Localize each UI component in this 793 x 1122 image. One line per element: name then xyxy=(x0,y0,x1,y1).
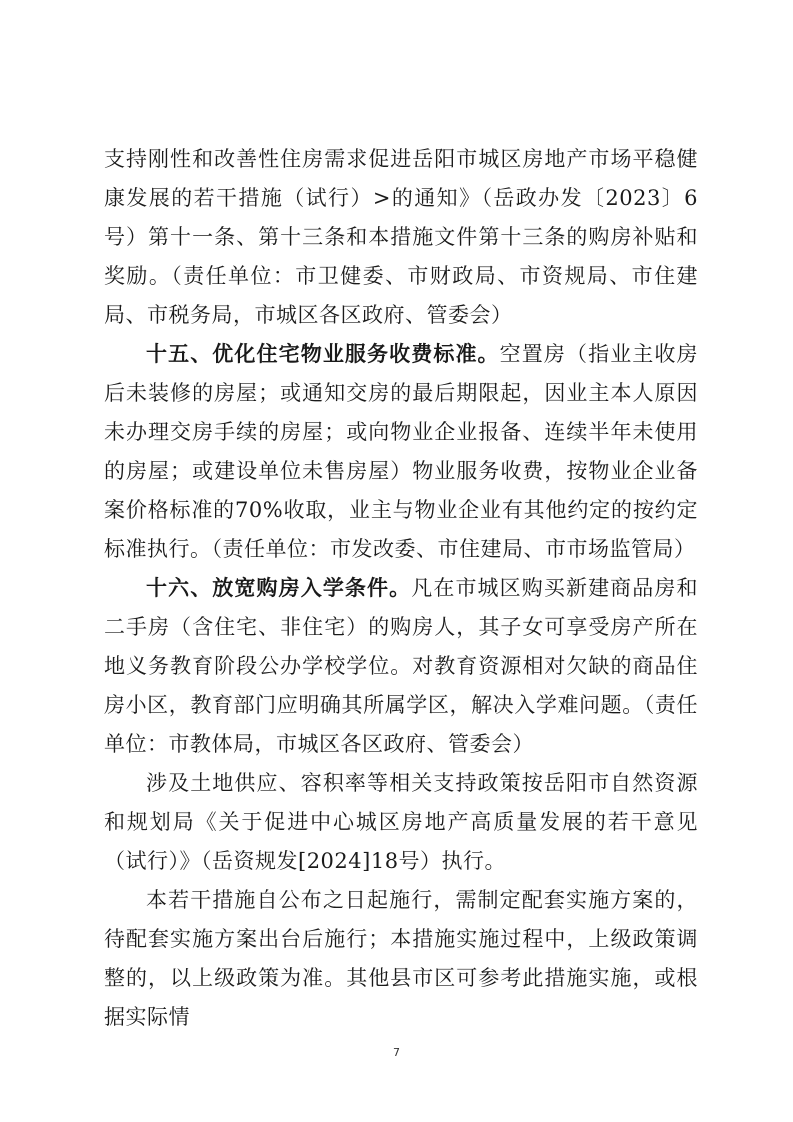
paragraph-land-supply xyxy=(104,764,698,881)
document-body xyxy=(104,140,698,1037)
paragraph-school-enrollment xyxy=(104,569,698,764)
paragraph-effective-date xyxy=(104,881,698,1037)
paragraph-continuation xyxy=(104,140,698,335)
paragraph-text: 空置房（指业主收房后未装修的房屋；或通知交房的最后期限起，因业主本人原因未办理交房手续的房屋；或向物业企业报备、连续半年未使用的房屋；或建设单位未售房屋）物业服务收费，按物业企业备案价格标准的70%收取，业主与物业企业有其他约定的按约定标准执行。（责任单位：市发改委、市住建局、市市场监管局） xyxy=(104,342,699,561)
paragraph-text: 涉及土地供应、容积率等相关支持政策按岳阳市自然资源和规划局《关于促进中心城区房地产高质量发展的若干意见（试行）》（岳资规发[2024]18号）执行。 xyxy=(104,771,698,873)
paragraph-text: 本若干措施自公布之日起施行，需制定配套实施方案的，待配套实施方案出台后施行；本措施实施过程中，上级政策调整的，以上级政策为准。其他县市区可参考此措施实施，或根据实际情 xyxy=(104,888,698,1029)
paragraph-property-fee xyxy=(104,335,698,569)
section-heading-15: 十五、优化住宅物业服务收费标准。 xyxy=(146,342,500,366)
paragraph-text: 支持刚性和改善性住房需求促进岳阳市城区房地产市场平稳健康发展的若干措施（试行）>的通知》（岳政办发〔2023〕6号）第十一条、第十三条和本措施文件第十三条的购房补贴和奖励。（责任单位：市卫健委、市财政局、市资规局、市住建局、市税务局，市城区各区政府、管委会） xyxy=(104,147,698,327)
paragraph-text: 凡在市城区购买新建商品房和二手房（含住宅、非住宅）的购房人，其子女可享受房产所在地义务教育阶段公办学校学位。对教育资源相对欠缺的商品住房小区，教育部门应明确其所属学区，解决入学难问题。（责任单位：市教体局，市城区各区政府、管委会） xyxy=(104,576,698,756)
page-number: 7 xyxy=(393,1046,400,1059)
section-heading-16: 十六、放宽购房入学条件。 xyxy=(146,576,412,600)
